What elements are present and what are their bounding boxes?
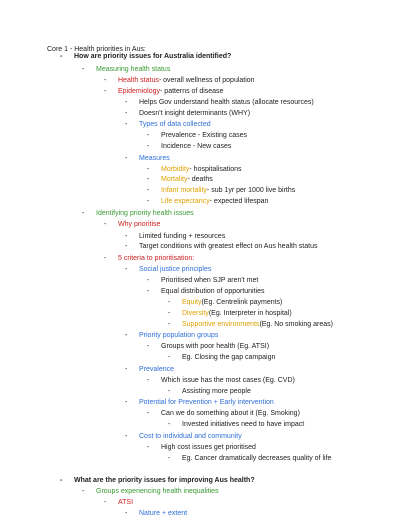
bullet-dash: - xyxy=(125,109,128,117)
outline-item xyxy=(168,419,400,429)
outline-text: Measuring health status xyxy=(96,65,171,73)
outline-text: Doesn't insight determinants (WHY) xyxy=(139,109,251,117)
outline-text: Target conditions with greatest effect on Aus health status xyxy=(139,242,318,250)
bullet-dash: - xyxy=(168,454,171,462)
outline-text: - expected lifespan xyxy=(209,197,269,205)
outline-item xyxy=(104,75,400,85)
outline-item xyxy=(125,153,400,163)
outline-text: - deaths xyxy=(187,175,213,183)
outline-text: Potential for Prevention + Early intervention xyxy=(139,398,274,406)
bullet-dash: - xyxy=(147,443,150,451)
outline-text: Prevalence - Existing cases xyxy=(161,131,247,139)
outline-text: Eg. Cancer dramatically decreases quality of life xyxy=(182,454,332,462)
outline-item xyxy=(147,185,400,195)
bullet-dash: - xyxy=(147,142,150,150)
bullet-dash: - xyxy=(104,498,107,506)
bullet-dash: - xyxy=(104,87,107,95)
bullet-dash: - xyxy=(125,232,128,240)
outline-item xyxy=(147,275,400,285)
document-title-text: Core 1 - Health priorities in Aus: xyxy=(47,45,146,53)
bullet-dash: - xyxy=(147,287,150,295)
outline-item xyxy=(168,386,400,396)
outline-item xyxy=(168,308,400,318)
bullet-dash: - xyxy=(104,220,107,228)
outline-item xyxy=(147,408,400,418)
outline-item xyxy=(82,64,400,74)
bullet-dash: - xyxy=(104,254,107,262)
bullet-dash: - xyxy=(168,387,171,395)
outline-text: Life expectancy xyxy=(161,197,210,205)
outline-text: Prioritised when SJP aren't met xyxy=(161,276,259,284)
bullet-dash: - xyxy=(125,120,128,128)
outline-item xyxy=(147,141,400,151)
outline-text: - sub 1yr per 1000 live births xyxy=(206,186,296,194)
outline-item xyxy=(125,241,400,251)
outline-item xyxy=(125,264,400,274)
outline-item xyxy=(147,174,400,184)
outline-item xyxy=(60,51,400,61)
bullet-dash: - xyxy=(125,265,128,273)
bullet-dash: - xyxy=(82,209,85,217)
outline-text: Nature + extent xyxy=(139,509,188,517)
outline-text: Invested initiatives need to have impact xyxy=(182,420,305,428)
outline-text: Equity xyxy=(182,298,202,306)
outline-item xyxy=(125,431,400,441)
outline-item xyxy=(168,453,400,463)
bullet-dash: - xyxy=(60,52,63,60)
bullet-dash: - xyxy=(125,331,128,339)
outline-text: How are priority issues for Australia identified? xyxy=(74,52,232,60)
outline-item xyxy=(82,208,400,218)
outline-item xyxy=(147,341,400,351)
outline-text: Mortality xyxy=(161,175,188,183)
outline-text: Social justice principles xyxy=(139,265,212,273)
outline-item xyxy=(125,330,400,340)
bullet-dash: - xyxy=(168,320,171,328)
outline-text: Infant mortality xyxy=(161,186,207,194)
outline-text: High cost issues get prioritised xyxy=(161,443,256,451)
outline-text: Equal distribution of opportunities xyxy=(161,287,265,295)
outline-item xyxy=(168,297,400,307)
bullet-dash: - xyxy=(147,186,150,194)
outline-item xyxy=(147,286,400,296)
outline-item xyxy=(60,475,400,485)
bullet-dash: - xyxy=(82,487,85,495)
outline-item xyxy=(147,442,400,452)
bullet-dash: - xyxy=(125,242,128,250)
outline-text: (Eg. No smoking areas) xyxy=(259,320,333,328)
outline-text: Helps Gov understand health status (allocate resources) xyxy=(139,98,314,106)
outline-item xyxy=(104,253,400,263)
outline-text: Health status xyxy=(118,76,159,84)
bullet-dash: - xyxy=(168,298,171,306)
outline-text: Groups with poor health (Eg. ATSI) xyxy=(161,342,270,350)
outline-text: Assisting more people xyxy=(182,387,251,395)
bullet-dash: - xyxy=(168,420,171,428)
bullet-dash: - xyxy=(168,353,171,361)
outline-text: (Eg. Interpreter in hospital) xyxy=(208,309,292,317)
bullet-dash: - xyxy=(147,131,150,139)
outline-item xyxy=(104,219,400,229)
outline-item xyxy=(125,364,400,374)
bullet-dash: - xyxy=(125,398,128,406)
outline-text: Identifying priority health issues xyxy=(96,209,194,217)
outline-item xyxy=(147,164,400,174)
bullet-dash: - xyxy=(60,476,63,484)
outline-text: Limited funding + resources xyxy=(139,232,226,240)
bullet-dash: - xyxy=(82,65,85,73)
bullet-dash: - xyxy=(147,165,150,173)
outline-text: Epidemiology xyxy=(118,87,161,95)
outline-item xyxy=(125,108,400,118)
outline-text: Morbidity xyxy=(161,165,190,173)
bullet-dash: - xyxy=(125,365,128,373)
outline-item xyxy=(147,130,400,140)
bullet-dash: - xyxy=(125,509,128,517)
outline-text: Prevalence xyxy=(139,365,175,373)
outline-item xyxy=(125,231,400,241)
bullet-dash: - xyxy=(147,276,150,284)
outline-item xyxy=(125,119,400,129)
outline-text: Which issue has the most cases (Eg. CVD) xyxy=(161,376,295,384)
outline-text: - patterns of disease xyxy=(160,87,224,95)
outline-text: Priority population groups xyxy=(139,331,219,339)
bullet-dash: - xyxy=(147,175,150,183)
bullet-dash: - xyxy=(147,342,150,350)
outline-text: Why prioritise xyxy=(118,220,161,228)
outline-text: 5 criteria to prioritisation: xyxy=(118,254,195,262)
outline-text: Types of data collected xyxy=(139,120,211,128)
outline-text: Diversity xyxy=(182,309,209,317)
outline-item xyxy=(125,397,400,407)
outline-text: Cost to individual and community xyxy=(139,432,242,440)
bullet-dash: - xyxy=(147,376,150,384)
outline-item xyxy=(168,352,400,362)
outline-item xyxy=(168,319,400,329)
outline-item xyxy=(125,508,400,518)
outline-item xyxy=(147,196,400,206)
bullet-dash: - xyxy=(125,154,128,162)
outline-text: Can we do something about it (Eg. Smoking) xyxy=(161,409,300,417)
bullet-dash: - xyxy=(125,98,128,106)
outline-text: - overall wellness of population xyxy=(158,76,255,84)
bullet-dash: - xyxy=(104,76,107,84)
bullet-dash: - xyxy=(168,309,171,317)
outline-text: - hospitalisations xyxy=(189,165,242,173)
outline-text: Groups experiencing health inequalities xyxy=(96,487,219,495)
outline-item xyxy=(104,497,400,507)
outline-text: What are the priority issues for improving Aus health? xyxy=(74,476,255,484)
outline-text: ATSI xyxy=(118,498,134,506)
bullet-dash: - xyxy=(125,432,128,440)
outline-item xyxy=(125,97,400,107)
outline-item xyxy=(147,375,400,385)
outline-item xyxy=(104,86,400,96)
bullet-dash: - xyxy=(147,197,150,205)
outline-text: Eg. Closing the gap campaign xyxy=(182,353,276,361)
bullet-dash: - xyxy=(147,409,150,417)
outline-text: Incidence - New cases xyxy=(161,142,232,150)
outline-text: Supportive environments xyxy=(182,320,260,328)
outline-item xyxy=(82,486,400,496)
outline-text: Measures xyxy=(139,154,170,162)
outline-text: (Eg. Centrelink payments) xyxy=(201,298,283,306)
